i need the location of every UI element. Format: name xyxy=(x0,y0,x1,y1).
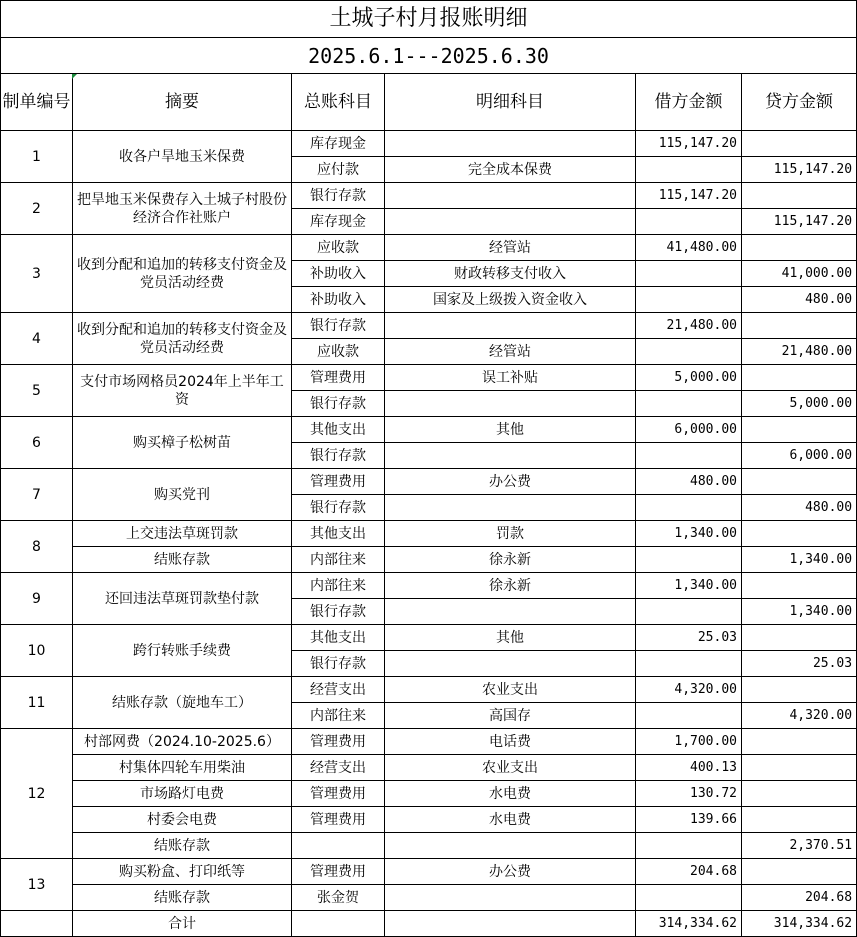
table-row xyxy=(1,573,857,599)
general-account-cell: 张金贺 xyxy=(292,885,385,911)
table-row xyxy=(1,885,857,911)
detail-account-cell: 办公费 xyxy=(385,469,636,495)
voucher-no: 6 xyxy=(1,417,73,469)
debit-cell xyxy=(636,261,742,287)
credit-cell: 204.68 xyxy=(742,885,857,911)
general-account-cell: 银行存款 xyxy=(292,495,385,521)
credit-cell: 5,000.00 xyxy=(742,391,857,417)
detail-account-cell: 徐永新 xyxy=(385,573,636,599)
table-row xyxy=(1,859,857,885)
credit-cell: 115,147.20 xyxy=(742,157,857,183)
summary-cell: 村委会电费 xyxy=(73,807,292,833)
debit-cell xyxy=(636,157,742,183)
detail-account-cell: 其他 xyxy=(385,417,636,443)
general-account-cell: 库存现金 xyxy=(292,209,385,235)
debit-cell xyxy=(636,443,742,469)
credit-cell xyxy=(742,365,857,391)
credit-cell: 1,340.00 xyxy=(742,547,857,573)
detail-account-cell: 电话费 xyxy=(385,729,636,755)
debit-cell: 25.03 xyxy=(636,625,742,651)
debit-cell: 139.66 xyxy=(636,807,742,833)
cell-comment-marker xyxy=(72,74,77,79)
detail-account-cell: 水电费 xyxy=(385,781,636,807)
general-account-cell: 内部往来 xyxy=(292,703,385,729)
voucher-no: 1 xyxy=(1,131,73,183)
general-account-cell: 管理费用 xyxy=(292,365,385,391)
credit-cell: 480.00 xyxy=(742,495,857,521)
detail-account-cell xyxy=(385,833,636,859)
table-row xyxy=(1,521,857,547)
general-account-cell: 管理费用 xyxy=(292,729,385,755)
credit-cell: 480.00 xyxy=(742,287,857,313)
credit-cell xyxy=(742,677,857,703)
voucher-no: 5 xyxy=(1,365,73,417)
summary-cell: 跨行转账手续费 xyxy=(73,625,292,677)
header-detail-account: 明细科目 xyxy=(385,74,636,131)
credit-cell: 115,147.20 xyxy=(742,209,857,235)
general-account-cell: 库存现金 xyxy=(292,131,385,157)
detail-account-cell: 农业支出 xyxy=(385,677,636,703)
summary-cell: 村集体四轮车用柴油 xyxy=(73,755,292,781)
summary-cell: 村部网费（2024.10-2025.6） xyxy=(73,729,292,755)
debit-cell: 5,000.00 xyxy=(636,365,742,391)
detail-account-cell xyxy=(385,495,636,521)
debit-cell: 41,480.00 xyxy=(636,235,742,261)
general-account-cell: 银行存款 xyxy=(292,651,385,677)
table-row xyxy=(1,235,857,261)
period-range: 2025.6.1---2025.6.30 xyxy=(1,38,857,74)
debit-cell: 480.00 xyxy=(636,469,742,495)
general-account-cell: 管理费用 xyxy=(292,469,385,495)
detail-account-cell: 完全成本保费 xyxy=(385,157,636,183)
header-general-account: 总账科目 xyxy=(292,74,385,131)
total-blank xyxy=(292,911,385,937)
total-credit: 314,334.62 xyxy=(742,911,857,937)
table-row xyxy=(1,807,857,833)
debit-cell: 400.13 xyxy=(636,755,742,781)
debit-cell xyxy=(636,599,742,625)
credit-cell xyxy=(742,781,857,807)
voucher-no: 11 xyxy=(1,677,73,729)
table-row xyxy=(1,625,857,651)
detail-account-cell: 罚款 xyxy=(385,521,636,547)
credit-cell xyxy=(742,235,857,261)
summary-cell: 结账存款 xyxy=(73,547,292,573)
voucher-no: 2 xyxy=(1,183,73,235)
general-account-cell: 应收款 xyxy=(292,339,385,365)
general-account-cell: 其他支出 xyxy=(292,625,385,651)
debit-cell xyxy=(636,833,742,859)
voucher-no: 10 xyxy=(1,625,73,677)
credit-cell: 1,340.00 xyxy=(742,599,857,625)
debit-cell xyxy=(636,339,742,365)
debit-cell xyxy=(636,885,742,911)
summary-cell: 收到分配和追加的转移支付资金及党员活动经费 xyxy=(73,313,292,365)
credit-cell xyxy=(742,469,857,495)
voucher-no: 3 xyxy=(1,235,73,313)
summary-cell: 市场路灯电费 xyxy=(73,781,292,807)
detail-account-cell: 高国存 xyxy=(385,703,636,729)
table-row xyxy=(1,833,857,859)
credit-cell xyxy=(742,521,857,547)
general-account-cell: 补助收入 xyxy=(292,261,385,287)
debit-cell: 204.68 xyxy=(636,859,742,885)
detail-account-cell xyxy=(385,209,636,235)
table-row xyxy=(1,183,857,209)
voucher-no: 8 xyxy=(1,521,73,573)
general-account-cell: 管理费用 xyxy=(292,859,385,885)
detail-account-cell: 财政转移支付收入 xyxy=(385,261,636,287)
debit-cell xyxy=(636,391,742,417)
credit-cell xyxy=(742,573,857,599)
detail-account-cell xyxy=(385,391,636,417)
credit-cell xyxy=(742,625,857,651)
summary-cell: 结账存款 xyxy=(73,885,292,911)
credit-cell xyxy=(742,131,857,157)
summary-cell: 收各户旱地玉米保费 xyxy=(73,131,292,183)
credit-cell: 2,370.51 xyxy=(742,833,857,859)
summary-cell: 购买樟子松树苗 xyxy=(73,417,292,469)
detail-account-cell: 经管站 xyxy=(385,339,636,365)
detail-account-cell: 经管站 xyxy=(385,235,636,261)
detail-account-cell: 办公费 xyxy=(385,859,636,885)
credit-cell xyxy=(742,755,857,781)
total-blank xyxy=(385,911,636,937)
detail-account-cell: 农业支出 xyxy=(385,755,636,781)
voucher-no: 7 xyxy=(1,469,73,521)
credit-cell xyxy=(742,807,857,833)
summary-cell: 购买党刊 xyxy=(73,469,292,521)
detail-account-cell: 徐永新 xyxy=(385,547,636,573)
total-blank xyxy=(1,911,73,937)
general-account-cell: 经营支出 xyxy=(292,677,385,703)
credit-cell: 4,320.00 xyxy=(742,703,857,729)
debit-cell: 130.72 xyxy=(636,781,742,807)
summary-cell: 把旱地玉米保费存入土城子村股份经济合作社账户 xyxy=(73,183,292,235)
debit-cell xyxy=(636,495,742,521)
total-label: 合计 xyxy=(73,911,292,937)
detail-account-cell: 误工补贴 xyxy=(385,365,636,391)
general-account-cell: 应付款 xyxy=(292,157,385,183)
header-row xyxy=(1,74,857,131)
table-row xyxy=(1,729,857,755)
table-row xyxy=(1,365,857,391)
debit-cell: 115,147.20 xyxy=(636,131,742,157)
general-account-cell: 银行存款 xyxy=(292,599,385,625)
general-account-cell: 补助收入 xyxy=(292,287,385,313)
voucher-no: 12 xyxy=(1,729,73,859)
general-account-cell: 银行存款 xyxy=(292,313,385,339)
general-account-cell: 内部往来 xyxy=(292,573,385,599)
credit-cell: 41,000.00 xyxy=(742,261,857,287)
general-account-cell: 经营支出 xyxy=(292,755,385,781)
credit-cell: 21,480.00 xyxy=(742,339,857,365)
summary-cell: 结账存款（旋地车工） xyxy=(73,677,292,729)
debit-cell: 1,340.00 xyxy=(636,521,742,547)
credit-cell xyxy=(742,417,857,443)
total-debit: 314,334.62 xyxy=(636,911,742,937)
debit-cell xyxy=(636,287,742,313)
header-voucher-no: 制单编号 xyxy=(1,74,73,131)
table-row xyxy=(1,677,857,703)
debit-cell: 21,480.00 xyxy=(636,313,742,339)
detail-account-cell: 国家及上级拨入资金收入 xyxy=(385,287,636,313)
general-account-cell xyxy=(292,833,385,859)
credit-cell xyxy=(742,859,857,885)
general-account-cell: 管理费用 xyxy=(292,807,385,833)
debit-cell: 1,340.00 xyxy=(636,573,742,599)
general-account-cell: 银行存款 xyxy=(292,443,385,469)
general-account-cell: 其他支出 xyxy=(292,417,385,443)
summary-cell: 支付市场网格员2024年上半年工资 xyxy=(73,365,292,417)
general-account-cell: 银行存款 xyxy=(292,183,385,209)
credit-cell: 25.03 xyxy=(742,651,857,677)
total-row xyxy=(1,911,857,937)
debit-cell xyxy=(636,703,742,729)
header-credit: 贷方金额 xyxy=(742,74,857,131)
detail-account-cell xyxy=(385,183,636,209)
general-account-cell: 应收款 xyxy=(292,235,385,261)
debit-cell: 6,000.00 xyxy=(636,417,742,443)
detail-account-cell: 其他 xyxy=(385,625,636,651)
table-row xyxy=(1,755,857,781)
detail-account-cell xyxy=(385,313,636,339)
debit-cell: 4,320.00 xyxy=(636,677,742,703)
table-row xyxy=(1,417,857,443)
table-row xyxy=(1,131,857,157)
credit-cell xyxy=(742,183,857,209)
debit-cell: 115,147.20 xyxy=(636,183,742,209)
voucher-no: 4 xyxy=(1,313,73,365)
credit-cell xyxy=(742,729,857,755)
sheet-title: 土城子村月报账明细 xyxy=(1,1,857,38)
general-account-cell: 银行存款 xyxy=(292,391,385,417)
general-account-cell: 内部往来 xyxy=(292,547,385,573)
table-row xyxy=(1,469,857,495)
debit-cell xyxy=(636,651,742,677)
debit-cell: 1,700.00 xyxy=(636,729,742,755)
summary-cell: 结账存款 xyxy=(73,833,292,859)
table-row xyxy=(1,313,857,339)
table-row xyxy=(1,547,857,573)
table-row xyxy=(1,781,857,807)
debit-cell xyxy=(636,547,742,573)
detail-account-cell xyxy=(385,885,636,911)
voucher-no: 9 xyxy=(1,573,73,625)
header-debit: 借方金额 xyxy=(636,74,742,131)
general-account-cell: 管理费用 xyxy=(292,781,385,807)
detail-account-cell xyxy=(385,131,636,157)
detail-account-cell xyxy=(385,599,636,625)
summary-cell: 购买粉盒、打印纸等 xyxy=(73,859,292,885)
credit-cell: 6,000.00 xyxy=(742,443,857,469)
summary-cell: 收到分配和追加的转移支付资金及党员活动经费 xyxy=(73,235,292,313)
header-summary: 摘要 xyxy=(73,74,292,131)
debit-cell xyxy=(636,209,742,235)
voucher-no: 13 xyxy=(1,859,73,911)
credit-cell xyxy=(742,313,857,339)
detail-account-cell: 水电费 xyxy=(385,807,636,833)
general-account-cell: 其他支出 xyxy=(292,521,385,547)
summary-cell: 还回违法草斑罚款垫付款 xyxy=(73,573,292,625)
detail-account-cell xyxy=(385,443,636,469)
detail-account-cell xyxy=(385,651,636,677)
summary-cell: 上交违法草斑罚款 xyxy=(73,521,292,547)
